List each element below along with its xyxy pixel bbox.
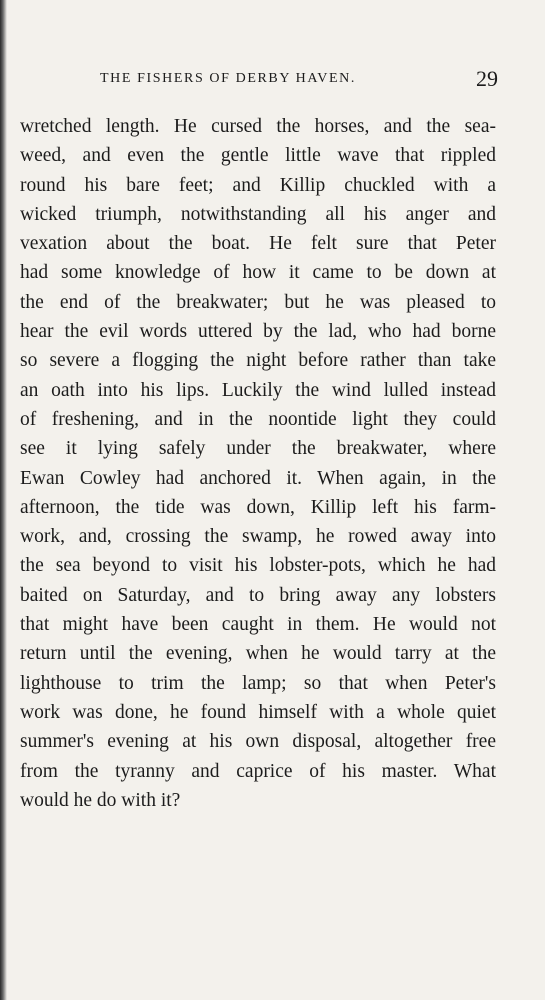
text-line: that might have been caught in them. He would not	[20, 614, 496, 636]
text-line: work, and, crossing the swamp, he rowed away into	[20, 526, 496, 548]
text-line: work was done, he found himself with a whole quiet	[20, 701, 496, 723]
text-line: the end of the breakwater; but he was pleased to	[20, 291, 496, 313]
text-line: see it lying safely under the breakwater, where	[20, 438, 496, 460]
text-line: so severe a flogging the night before rather than take	[20, 350, 496, 372]
running-title: THE FISHERS OF DERBY HAVEN.	[100, 71, 356, 86]
text-line: afternoon, the tide was down, Killip left his farm-	[20, 496, 496, 518]
text-line: the sea beyond to visit his lobster-pots, which he had	[20, 555, 496, 577]
text-line: wicked triumph, notwithstanding all his anger and	[20, 203, 496, 225]
text-line: return until the evening, when he would tarry at the	[20, 643, 496, 665]
text-line: summer's evening at his own disposal, altogether free	[20, 731, 496, 753]
text-line: weed, and even the gentle little wave that rippled	[20, 145, 496, 167]
text-line: had some knowledge of how it came to be down at	[20, 262, 496, 284]
text-line: vexation about the boat. He felt sure that Peter	[20, 233, 496, 255]
text-line: baited on Saturday, and to bring away any lobsters	[20, 584, 496, 606]
text-line: from the tyranny and caprice of his master. What	[20, 760, 496, 782]
text-line: of freshening, and in the noontide light they could	[20, 408, 496, 430]
text-line: hear the evil words uttered by the lad, who had borne	[20, 321, 496, 343]
text-line: wretched length. He cursed the horses, and the sea-	[20, 116, 496, 137]
binding-shadow	[0, 0, 7, 1000]
page-number: 29	[476, 66, 498, 91]
text-line-last: would he do with it?	[20, 789, 181, 811]
text-line: round his bare feet; and Killip chuckled with a	[20, 174, 496, 196]
body-text	[20, 112, 496, 815]
text-line: lighthouse to trim the lamp; so that when Peter's	[20, 672, 496, 694]
text-line: an oath into his lips. Luckily the wind lulled instead	[20, 379, 496, 401]
text-line: Ewan Cowley had anchored it. When again, in the	[20, 467, 496, 489]
